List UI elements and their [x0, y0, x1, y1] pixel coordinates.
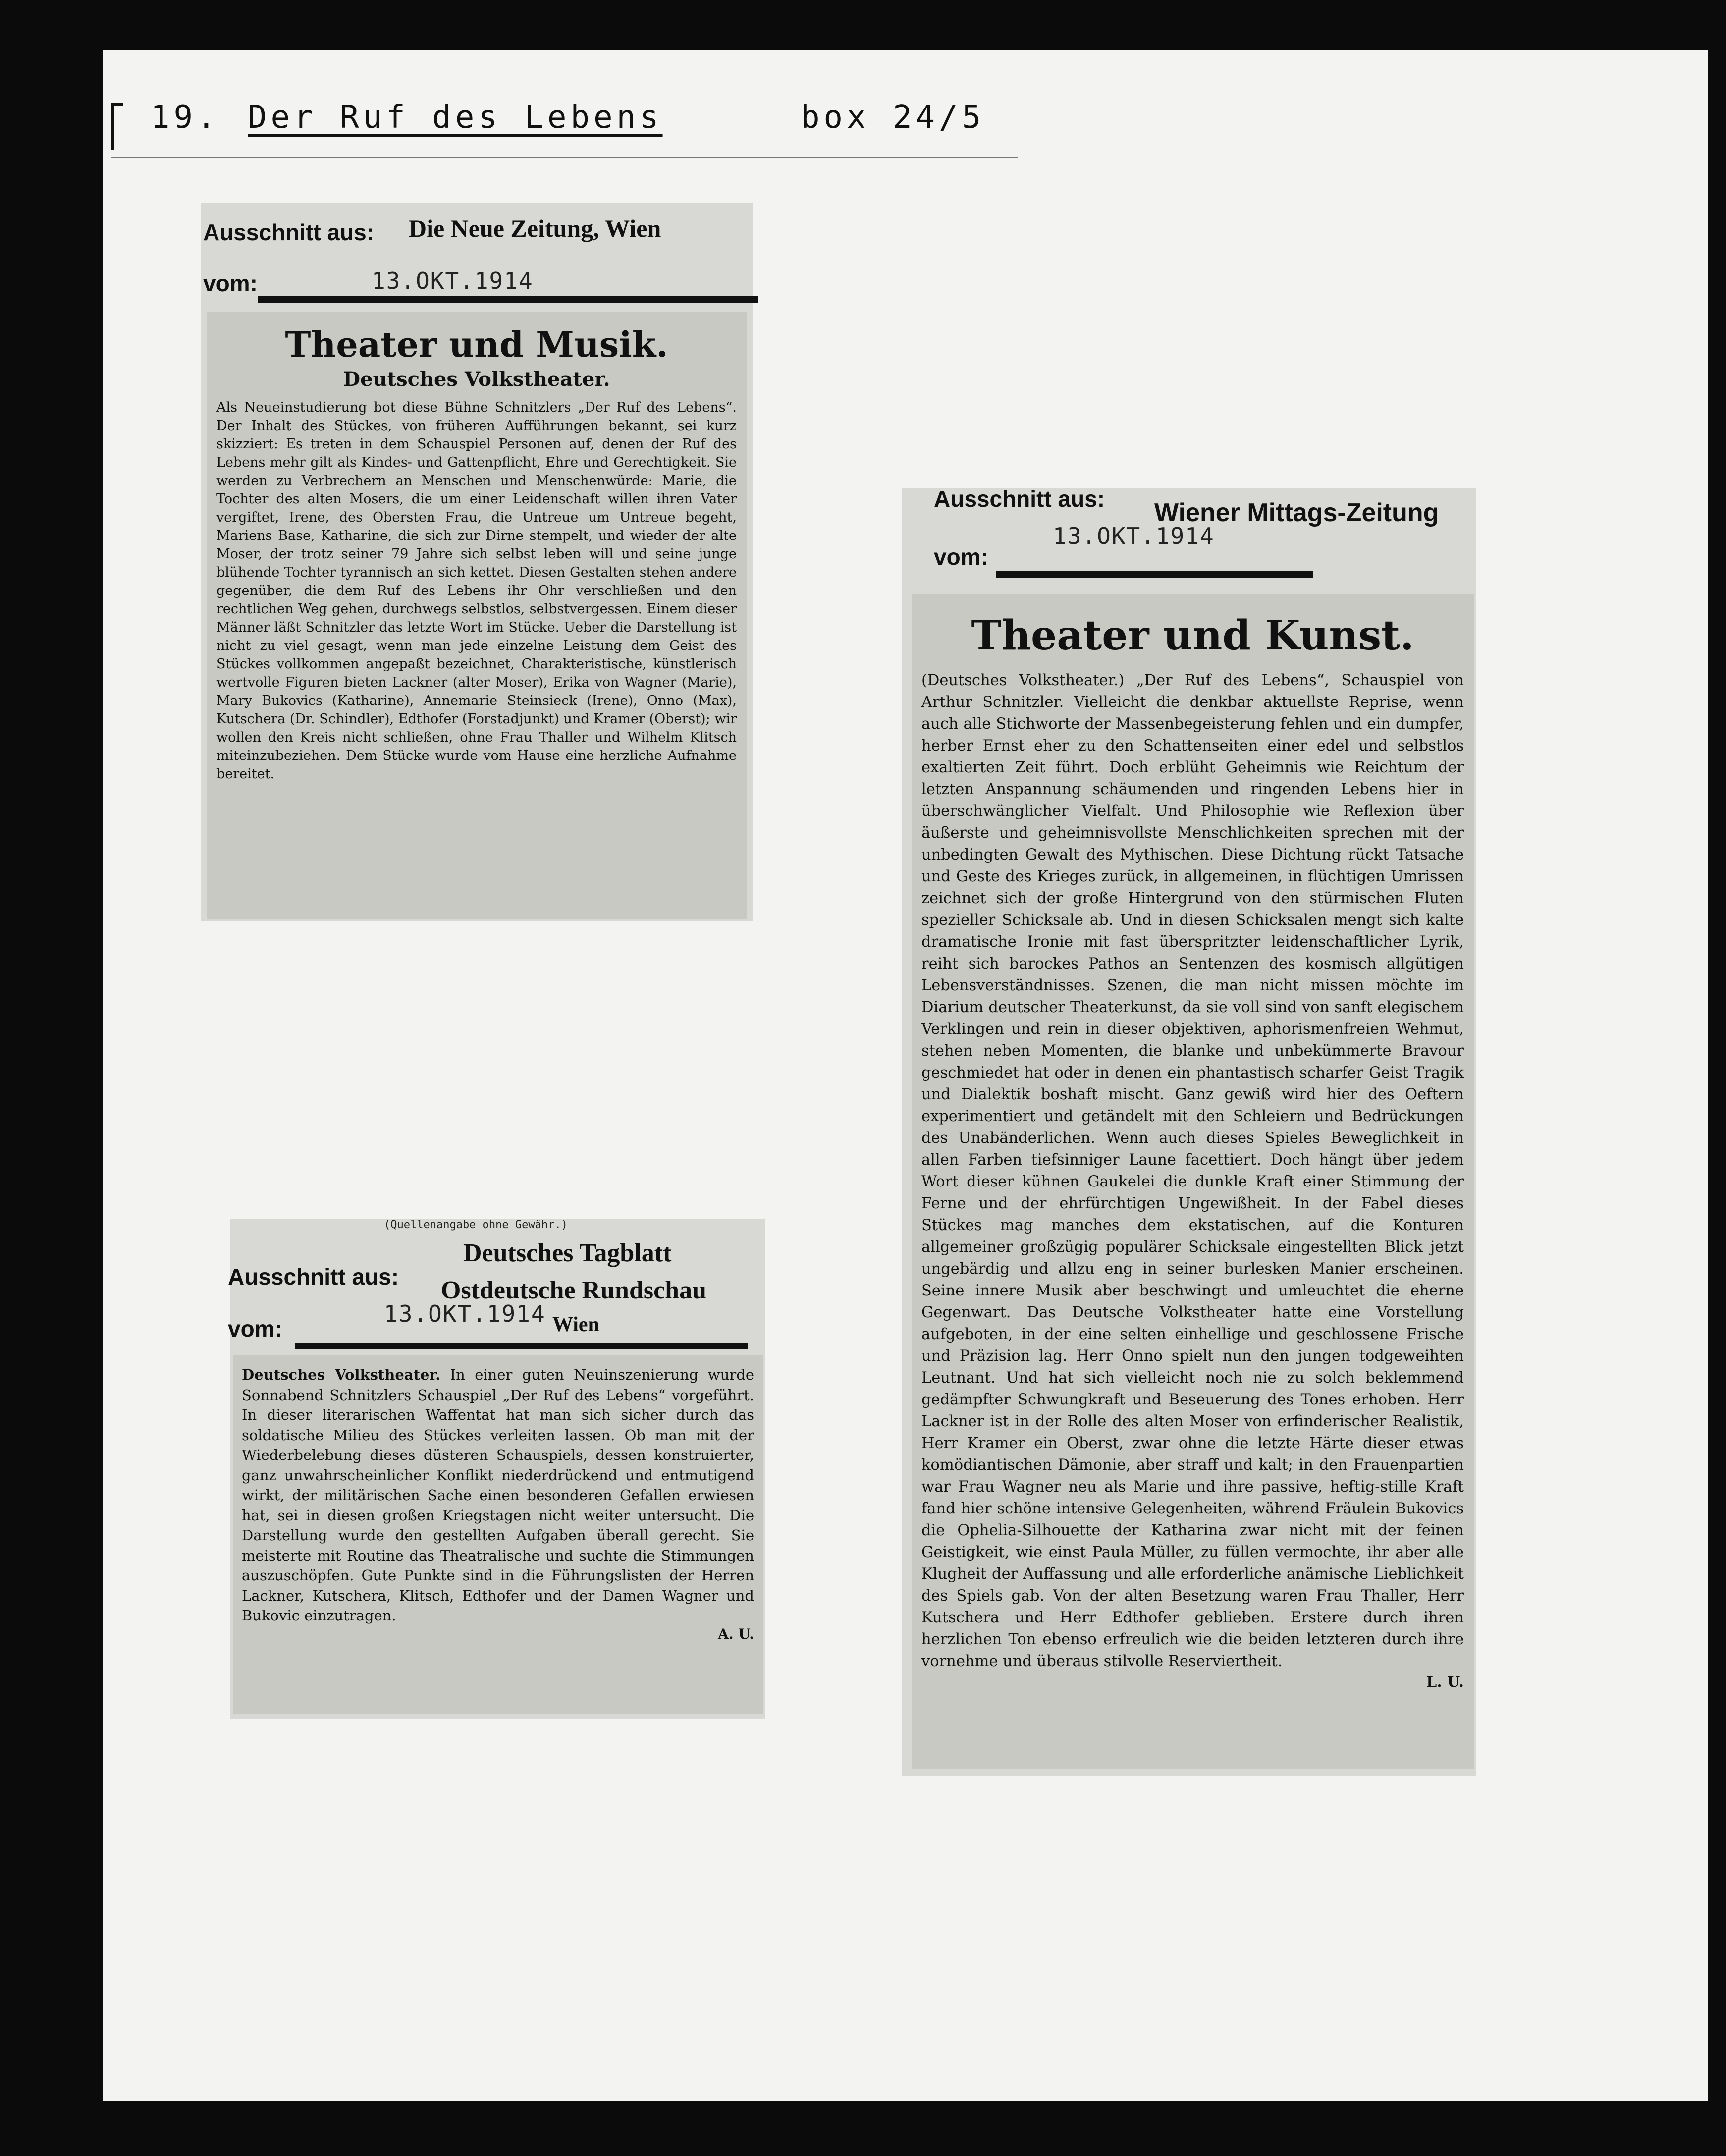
clipping-date-label: vom: — [203, 270, 258, 296]
article-body-box — [912, 594, 1474, 1769]
clipping-deutsches-tagblatt — [230, 1219, 765, 1719]
clipping-source: Die Neue Zeitung, Wien — [409, 215, 661, 242]
date-stamp: 13.OKT.1914 — [372, 268, 534, 294]
article-text: Als Neueinstudierung bot diese Bühne Schnitzlers „Der Ruf des Lebens“. Der Inhalt des Stückes, von früheren Aufführungen bekannt, sei kurz skizziert: Es treten in dem Schauspiel Personen auf, denen der Ruf des Lebens mehr gilt als Kindes- und Gattenpflicht, Ehre und Gerechtigkeit. Sie werden zu Verbrechern an Menschen und Menschenwürde: Marie, die Tochter des alten Mosers, die um einer Leidenschaft willen ihren Vater vergiftet, Irene, des Obersten Frau, die Untreue um Untreue begeht, Mariens Base, Katharine, die sich zur Dirne stempelt, und wieder der alte Moser, der trotz seiner 79 Jahre sich selbst leben will und seine junge blühende Tochter tyrannisch an sich kettet. Diesen Gestalten stehen andere gegenüber, die dem Ruf des Lebens ihr Ohr verschließen und den rechtlichen Weg gehen, durchwegs selbstlos, selbstvergessen. Einem dieser Männer läßt Schnitzler das letzte Wort im Stücke. Ueber die Darstellung ist nicht zu viel gesagt, wenn man jede einzelne Leistung dem Geist des Stückes vollkommen angepaßt bezeichnet, Charakteristische, künstlerisch wertvolle Figuren bieten Lackner (alter Moser), Erika von Wagner (Marie), Mary Bukovics (Katharine), Annemarie Steinsieck (Irene), Onno (Max), Kutschera (Dr. Schindler), Edthofer (Forstadjunkt) und Kramer (Oberst); wir wollen den Kreis nicht schließen, ohne Frau Thaller und Wilhelm Klitsch miteinzubeziehen. Dem Stücke wurde vom Hause eine herzliche Aufnahme bereitet. — [216, 400, 737, 782]
clipping-from-label: Ausschnitt aus: — [934, 486, 1105, 512]
clipping-source: Wiener Mittags-Zeitung — [1154, 498, 1439, 527]
date-underline — [295, 1343, 748, 1349]
article-text — [242, 1365, 754, 1626]
clipping-date-label: vom: — [228, 1316, 282, 1342]
source-note: (Quellenangabe ohne Gewähr.) — [384, 1219, 568, 1231]
header-number: 19. — [151, 99, 220, 136]
article-body-box — [233, 1355, 763, 1714]
article-subtitle: Deutsches Volkstheater. — [343, 368, 610, 391]
clipping-neue-zeitung — [201, 203, 753, 921]
header-box-label: box 24/5 — [801, 99, 985, 136]
clipping-from-label: Ausschnitt aus: — [228, 1264, 399, 1290]
header-bracket — [111, 103, 123, 150]
article-title: Theater und Kunst. — [971, 612, 1414, 659]
header-title: Der Ruf des Lebens — [248, 99, 663, 136]
clipping-source-secondary: Ostdeutsche Rundschau — [441, 1276, 707, 1304]
clipping-source: Deutsches Tagblatt — [463, 1239, 672, 1267]
date-stamp: 13.OKT.1914 — [1053, 523, 1215, 549]
clipping-from-label: Ausschnitt aus: — [203, 219, 375, 245]
clipping-city: Wien — [552, 1313, 599, 1336]
article-signature: A. U. — [718, 1625, 754, 1642]
article-body-box — [207, 312, 747, 919]
header-rule — [111, 157, 1018, 158]
article-signature: L. U. — [1426, 1673, 1464, 1691]
clipping-date-label: vom: — [934, 544, 988, 570]
article-title: Theater und Musik. — [285, 324, 668, 365]
date-underline — [258, 296, 758, 303]
clipping-wiener-mittags-zeitung — [902, 488, 1476, 1776]
article-text: (Deutsches Volkstheater.) „Der Ruf des Lebens“, Schauspiel von Arthur Schnitzler. Vielleicht die denkbar aktuellste Reprise, wenn auch alle Stichworte der Massenbegeisterung fehlen und ein dumpfer, herber Ernst eher zu den Schattenseiten einer edel und selbstlos exaltierten Zeit führt. Doch erblüht Geheimnis wie Reichtum der letzten Anspannung schäumenden und ringenden Lebens hier in überschwänglicher Vielfalt. Und Philosophie wie Reflexion über äußerste und geheimnisvollste Menschlichkeiten sprechen mit der unbedingten Gewalt des Mythischen. Diese Dichtung rückt Tatsache und Geste des Krieges zurück, in allgemeinen, in flüchtigen Umrissen zeichnet sich der große Hintergrund von den stürmischen Fluten spezieller Schicksale ab. Und in diesen Schicksalen mengt sich kalte dramatische Ironie mit fast überspritzter leidenschaftlicher Lyrik, reiht sich barockes Pathos an Sentenzen des kosmisch allgütigen Lebensverständnisses. Szenen, die man nicht missen möchte im Diarium deutscher Theaterkunst, da sie voll sind von sanft elegischem Verklingen und rein in dieser objektiven, aphorismenfreien Wehmut, stehen neben Momenten, die blanke und unbekümmerte Bravour geschmiedet hat oder in denen ein phantastisch scharfer Geist Tragik und Dialektik boshaft mischt. Ganz gewiß wird hier des Oeftern experimentiert und getändelt mit den Schleiern und Bedrückungen des Unabänderlichen. Wenn auch dieses Spieles Beweglichkeit in allen Farben tiefsinniger Laune facettiert. Doch hängt über jedem Wort dieser kühnen Gaukelei die dunkle Kraft einer Stimmung der Ferne und der ehrfürchtigen Ungewißheit. In der Fabel dieses Stückes mag manches dem ekstatischen, auf die Konturen allgemeiner großzügig populärer Schicksale eingestellten Blick jetzt ungebärdig und allzu eng in seiner burlesken Manier erscheinen. Seine innere Musik aber beschwingt und umleuchtet die eherne Gegenwart. Das Deutsche Volkstheater hatte eine Vorstellung aufgeboten, in der eine selten einhellige und geschlossene Frische und Präzision lag. Herr Onno spielt nun den jungen todgeweihten Leutnant. Und hat sich vielleicht noch nie zu solch beklemmend gedämpfter Schwungkraft und Beseuerung des Tones erhoben. Herr Lackner ist in der Rolle des alten Moser von erfinderischer Realistik, Herr Kramer ein Oberst, zwar ohne die letzte Härte dieser etwas komödiantischen Dämonie, aber straff und kalt; in den Frauenpartien war Frau Wagner neu als Marie und ihre passive, heftig-stille Kraft fand hier schöne intensive Gelegenheiten, während Fräulein Bukovics die Ophelia-Silhouette der Katharina zwar nicht mit der feinen Geistigkeit, wie einst Paula Müller, zu füllen vermochte, ihr aber alle Klugheit der Auffassung und alle erforderliche anämische Lieblichkeit des Spiels gab. Von der alten Besetzung waren Frau Thaller, Herr Kutschera und Herr Edthofer geblieben. Erstere durch ihren herzlichen Ton ebenso erfreulich wie die beiden letzteren durch ihre vornehme und überaus stilvolle Reserviertheit. — [921, 672, 1464, 1670]
article-lead: Deutsches Volkstheater. — [242, 1366, 441, 1383]
date-underline — [996, 571, 1313, 578]
date-stamp: 13.OKT.1914 — [384, 1300, 546, 1327]
article-body: In einer guten Neuinszenierung wurde Sonnabend Schnitzlers Schauspiel „Der Ruf des Lebens“ vorgeführt. In dieser literarischen Waffentat hat man sich sicher durch das soldatische Milieu des Stückes verleiten lassen. Ob man mit der Wiederbelebung dieses düsteren Schauspiels, dessen konstruierter, ganz unwahrscheinlicher Konflikt niederdrückend und entmutigend wirkt, der militärischen Sache einen besonderen Gefallen erwiesen hat, sei in diesen großen Kriegstagen nicht weiter untersucht. Die Darstellung wurde den gestellten Aufgaben überall gerecht. Sie meisterte mit Routine das Theatralische und suchte die Stimmungen auszuschöpfen. Gute Punkte sind in die Führungslisten der Herren Lackner, Kutschera, Klitsch, Edthofer und der Damen Wagner und Bukovic einzutragen. — [242, 1366, 754, 1624]
